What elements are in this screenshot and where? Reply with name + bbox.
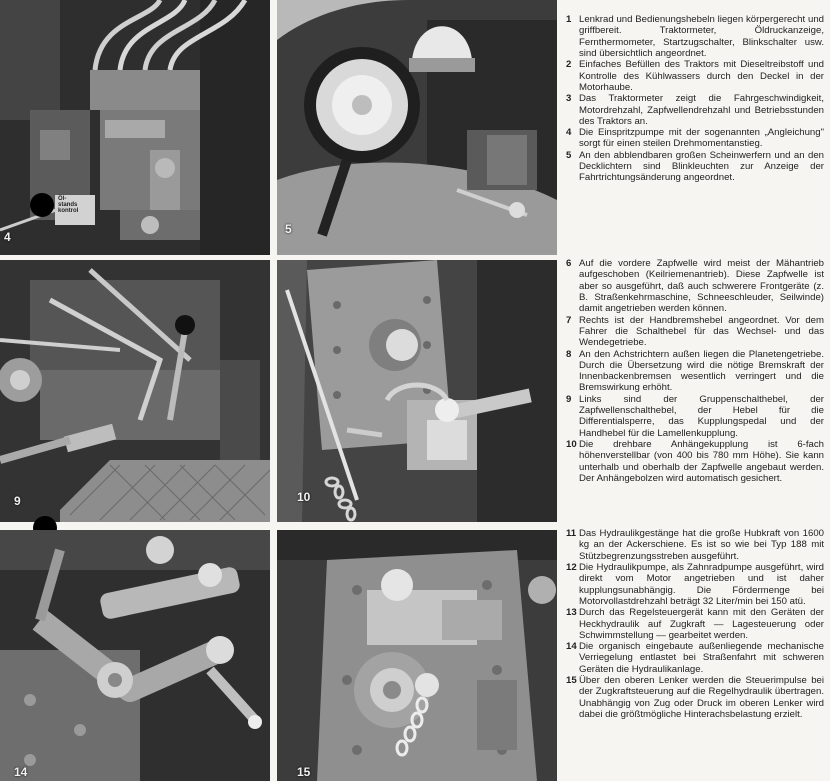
- gear-levers-image: [0, 260, 270, 522]
- captions-bottom: [566, 528, 824, 720]
- photo-number: 10: [297, 490, 311, 504]
- caption-number: 12: [566, 561, 577, 573]
- caption-item: [566, 150, 824, 184]
- photo-number: 5: [285, 222, 292, 236]
- sticker-line: stands: [58, 202, 78, 208]
- caption-item: [566, 607, 824, 641]
- caption-item: [566, 258, 824, 315]
- caption-number: 14: [566, 641, 577, 653]
- caption-number: 11: [566, 528, 577, 539]
- caption-number: 9: [566, 393, 572, 405]
- caption-item: [566, 349, 824, 394]
- caption-number: 13: [566, 607, 577, 619]
- caption-text: Links sind der Gruppenschalthebel, der Zapfwellenschalthebel, der Hebel für die Differentialsperre, das Kupplungspedal und der Handhebel für die Lamellenkupplung.: [579, 393, 824, 439]
- photo-headlamp: [277, 0, 557, 255]
- caption-text: Rechts ist der Handbremshebel angeordnet. Vor dem Fahrer die Schalthebel für das Wechsel- und das Wendegetriebe.: [579, 314, 824, 349]
- photo-number: 15: [297, 765, 311, 779]
- caption-number: 5: [566, 149, 572, 161]
- caption-text: Über den oberen Lenker werden die Steuerimpulse bei der Zugkraftsteuerung auf die Regelhydraulik übertragen. Unabhängig von Zug oder Druck im oberen Lenker wird dabei die größtmögliche Hinterachsbelastung erzielt.: [579, 675, 824, 720]
- lift-linkage-image: [0, 530, 270, 781]
- caption-item: [566, 394, 824, 439]
- caption-text: Einfaches Befüllen des Traktors mit Dieseltreibstoff und Kontrolle des Kühlwassers durch den Deckel in der Motorhaube.: [579, 59, 824, 93]
- photo-lift-linkage: [0, 530, 270, 781]
- caption-item: [566, 127, 824, 150]
- caption-text: Die Einspritzpumpe mit der sogenannten „Angleichung" sorgt für einen steilen Drehmomentanstieg.: [579, 127, 824, 150]
- caption-text: Auf die vordere Zapfwelle wird meist der Mähantrieb aufgeschoben (Keilriemenantrieb). Diese Zapfwelle ist aber so ausgeführt, daß auch schwerere Frontgeräte (z. B. Straßenkehrmaschine, Schneeschleuder, Seilwinde) damit angetrieben werden können.: [579, 258, 824, 315]
- caption-number: 10: [566, 439, 577, 450]
- top-link-bracket-image: [277, 530, 557, 781]
- caption-number: 4: [566, 127, 572, 139]
- caption-number: 8: [566, 348, 572, 360]
- oil-check-sticker: [58, 196, 78, 214]
- photo-top-link-bracket: [277, 530, 557, 781]
- caption-item: [566, 59, 824, 93]
- caption-item: [566, 315, 824, 349]
- caption-text: An den Achstrichtern außen liegen die Planetengetriebe. Durch die Übersetzung wird die nötige Bremskraft der Innenbackenbremsen wesentlich verringert und die Bremswirkung erhöht.: [579, 348, 824, 394]
- caption-number: 3: [566, 93, 572, 105]
- caption-text: Das Hydraulikgestänge hat die große Hubkraft von 1600 kg an der Ackerschiene. Es ist so wie bei Typ 188 mit Stützbegrenzungsstreben ausgeführt.: [579, 528, 824, 562]
- caption-item: [566, 14, 824, 59]
- caption-item: [566, 439, 824, 484]
- caption-text: Das Traktormeter zeigt die Fahrgeschwindigkeit, Motordrehzahl, Zapfwellendrehzahl und Betriebsstunden des Traktors an.: [579, 93, 824, 127]
- photo-trailer-coupling: [277, 260, 557, 522]
- caption-item: [566, 93, 824, 127]
- trailer-coupling-image: [277, 260, 557, 522]
- captions-top: [566, 14, 824, 184]
- caption-item: [566, 528, 824, 562]
- caption-number: 7: [566, 314, 572, 326]
- caption-item: [566, 562, 824, 607]
- caption-text: Lenkrad und Bedienungshebeln liegen körpergerecht und griffbereit. Traktormeter, Öldruckanzeige, Fernthermometer, Startzugschalter, Blinkschalter usw. sind übersichtlich angeordnet.: [579, 14, 824, 59]
- caption-number: 6: [566, 258, 572, 269]
- caption-text: Die drehbare Anhängekupplung ist 6-fach höhenverstellbar (von 400 bis 780 mm Höhe). Sie kann unterhalb und oberhalb der Zapfwelle angebaut werden. Der Anhängebolzen wird automatisch gesichert.: [579, 439, 824, 484]
- caption-text: Die organisch eingebaute außenliegende mechanische Verriegelung entlastet bei Straßenfahrt mit schweren Geräten die Hydraulikanlage.: [579, 641, 824, 675]
- photo-number: 4: [4, 230, 11, 244]
- caption-number: 1: [566, 14, 572, 25]
- caption-number: 15: [566, 675, 577, 687]
- caption-item: [566, 641, 824, 675]
- sticker-line: Öl-: [58, 196, 67, 202]
- photo-number: 9: [14, 494, 21, 508]
- photo-number: 14: [14, 765, 28, 779]
- headlamp-image: [277, 0, 557, 255]
- bullet-dot: [30, 193, 54, 217]
- captions-middle: [566, 258, 824, 484]
- caption-number: 2: [566, 59, 572, 71]
- caption-text: Durch das Regelsteuergerät kann mit den Geräten der Heckhydraulik auf Zugkraft — Lagesteuerung oder Schwimmstellung — gearbeitet werden.: [579, 607, 824, 641]
- caption-text: Die Hydraulikpumpe, als Zahnradpumpe ausgeführt, wird direkt vom Motor angetrieben und ist daher kupplungsunabhängig. Die Fördermenge bei Motorvollastdrehzahl beträgt 32 Liter/min bei 150 atü.: [579, 561, 824, 607]
- sticker-line: kontrol: [58, 208, 79, 214]
- caption-item: [566, 675, 824, 720]
- photo-gear-levers: [0, 260, 270, 522]
- caption-text: An den abblendbaren großen Scheinwerfern und an den Decklichtern sind Blinkleuchten zur Anzeige der Fahrtrichtungsänderung angeordnet.: [579, 149, 824, 184]
